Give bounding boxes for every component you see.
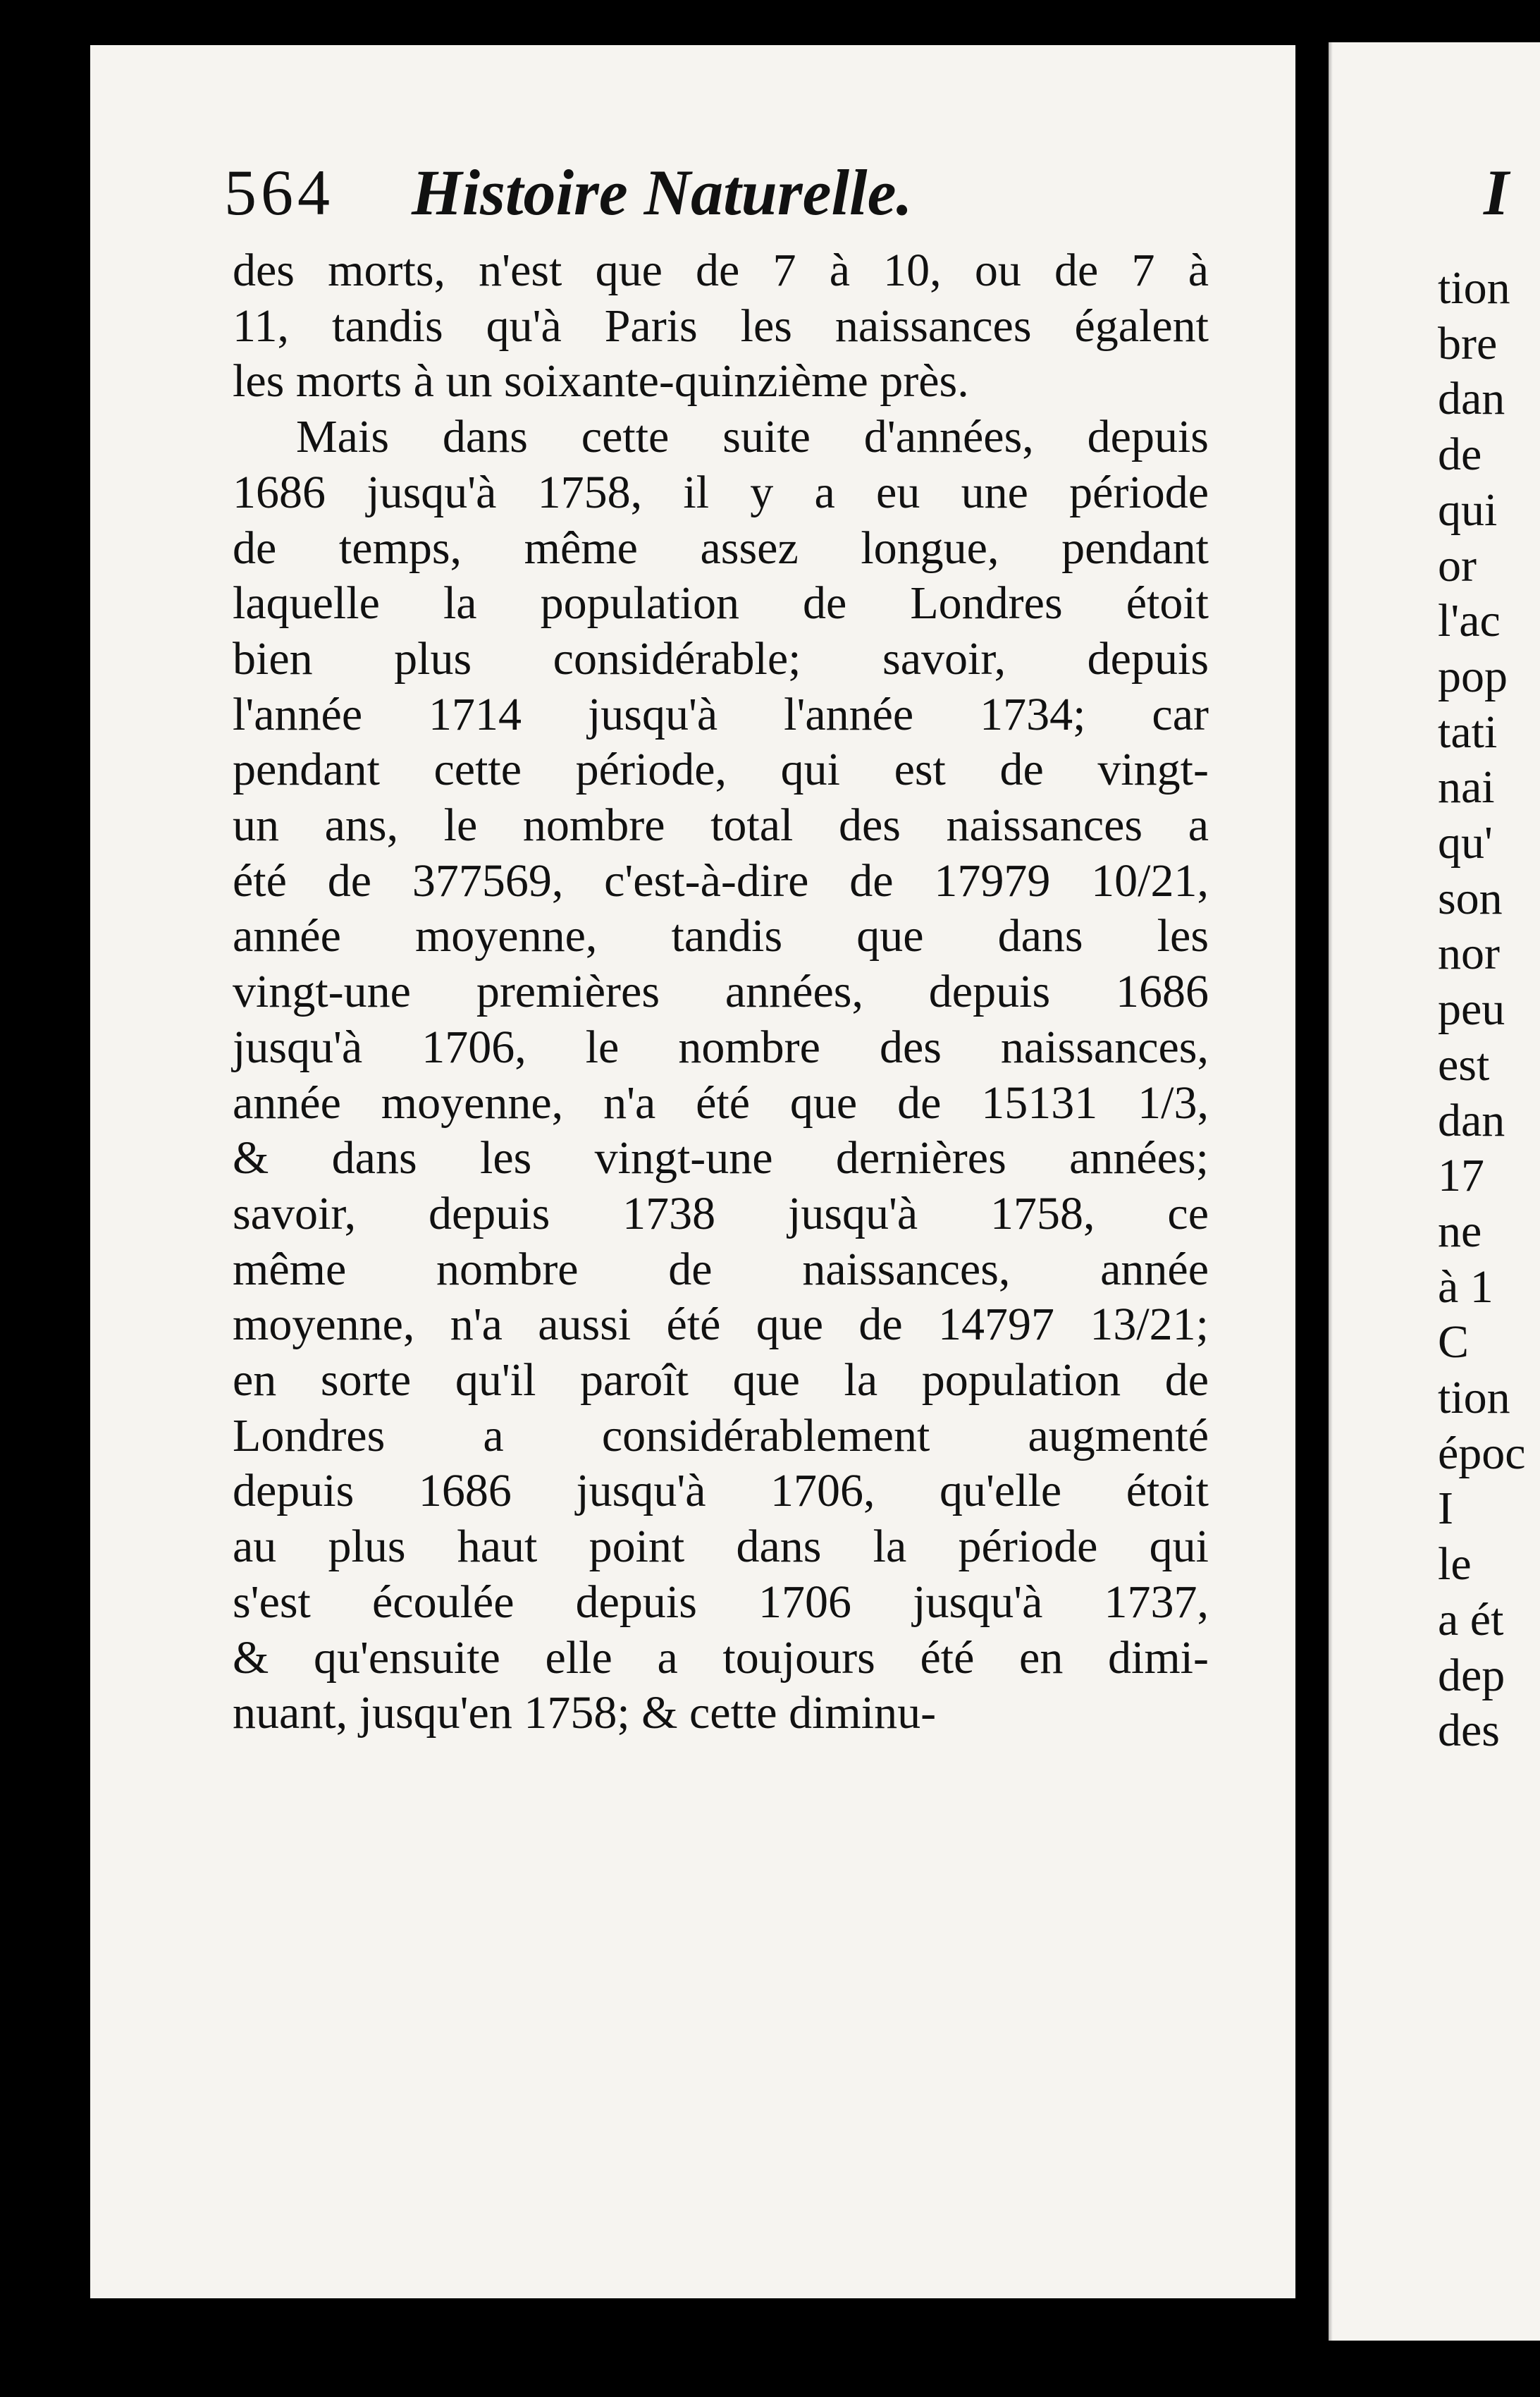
text-line: 11, tandis qu'à Paris les naissances égalent bbox=[233, 300, 1209, 352]
facing-text-line: est bbox=[1438, 1038, 1490, 1091]
text-line: laquelle la population de Londres étoit bbox=[233, 577, 1209, 630]
facing-text-line: nor bbox=[1438, 928, 1500, 980]
facing-text-line: époc bbox=[1438, 1427, 1526, 1479]
facing-text-line: peu bbox=[1438, 983, 1505, 1036]
text-line: été de 377569, c'est-à-dire de 17979 10/21, bbox=[233, 854, 1209, 907]
text-line: un ans, le nombre total des naissances a bbox=[233, 799, 1209, 852]
page-header bbox=[224, 155, 912, 230]
text-line: même nombre de naissances, année bbox=[233, 1243, 1209, 1295]
text-line: & qu'ensuite elle a toujours été en dimi- bbox=[233, 1631, 1209, 1684]
facing-text-line: qu' bbox=[1438, 817, 1493, 869]
text-line: moyenne, n'a aussi été que de 14797 13/21; bbox=[233, 1299, 1209, 1351]
facing-text-line: or bbox=[1438, 539, 1477, 591]
facing-text-line: bre bbox=[1438, 317, 1498, 369]
facing-text-line: C bbox=[1438, 1316, 1470, 1368]
text-line: s'est écoulée depuis 1706 jusqu'à 1737, bbox=[233, 1576, 1209, 1628]
running-title: Histoire Naturelle. bbox=[412, 157, 913, 228]
facing-text-line: a ét bbox=[1438, 1593, 1504, 1645]
body-text bbox=[233, 243, 1209, 1741]
facing-text-line: dep bbox=[1438, 1649, 1505, 1701]
text-line: jusqu'à 1706, le nombre des naissances, bbox=[233, 1021, 1209, 1073]
text-line: 1686 jusqu'à 1758, il y a eu une période bbox=[233, 466, 1209, 518]
text-line: Mais dans cette suite d'années, depuis bbox=[296, 411, 1209, 463]
facing-text-line: l'ac bbox=[1438, 595, 1501, 647]
text-line: les morts à un soixante-quinzième près. bbox=[233, 355, 969, 407]
facing-text-line: tati bbox=[1438, 706, 1498, 758]
facing-text-line: I bbox=[1438, 1483, 1453, 1535]
facing-text-line: de bbox=[1438, 429, 1482, 481]
facing-text-line: des bbox=[1438, 1705, 1500, 1757]
facing-text-line: tion bbox=[1438, 1372, 1510, 1424]
text-line: année moyenne, n'a été que de 15131 1/3, bbox=[233, 1077, 1209, 1129]
facing-text-line: à 1 bbox=[1438, 1261, 1493, 1313]
facing-text-line: tion bbox=[1438, 262, 1510, 314]
facing-text-line: dan bbox=[1438, 1094, 1505, 1146]
text-line: Londres a considérablement augmenté bbox=[233, 1409, 1209, 1461]
facing-text-line: ne bbox=[1438, 1205, 1482, 1257]
text-line: en sorte qu'il paroît que la population de bbox=[233, 1354, 1209, 1406]
text-line: au plus haut point dans la période qui bbox=[233, 1521, 1209, 1573]
text-line: savoir, depuis 1738 jusqu'à 1758, ce bbox=[233, 1187, 1209, 1239]
text-line: des morts, n'est que de 7 à 10, ou de 7 à bbox=[233, 245, 1209, 296]
facing-text-line: pop bbox=[1438, 650, 1508, 702]
text-line: pendant cette période, qui est de vingt- bbox=[233, 744, 1209, 796]
facing-page-header: I bbox=[1484, 157, 1509, 228]
text-line: l'année 1714 jusqu'à l'année 1734; car bbox=[233, 688, 1209, 740]
facing-text-line: nai bbox=[1438, 761, 1495, 814]
page-number: 564 bbox=[224, 157, 334, 228]
text-line: depuis 1686 jusqu'à 1706, qu'elle étoit bbox=[233, 1465, 1209, 1517]
facing-page-text bbox=[1438, 261, 1526, 1759]
text-line: vingt-une premières années, depuis 1686 bbox=[233, 966, 1209, 1018]
text-line: de temps, même assez longue, pendant bbox=[233, 522, 1209, 574]
text-line: année moyenne, tandis que dans les bbox=[233, 910, 1209, 962]
text-line: & dans les vingt-une dernières années; bbox=[233, 1132, 1209, 1184]
facing-text-line: qui bbox=[1438, 484, 1498, 536]
facing-text-line: dan bbox=[1438, 373, 1505, 425]
facing-text-line: son bbox=[1438, 872, 1503, 924]
facing-text-line: 17 bbox=[1438, 1150, 1484, 1202]
text-line: nuant, jusqu'en 1758; & cette diminu- bbox=[233, 1687, 937, 1739]
facing-text-line: le bbox=[1438, 1538, 1472, 1590]
text-line: bien plus considérable; savoir, depuis bbox=[233, 632, 1209, 685]
